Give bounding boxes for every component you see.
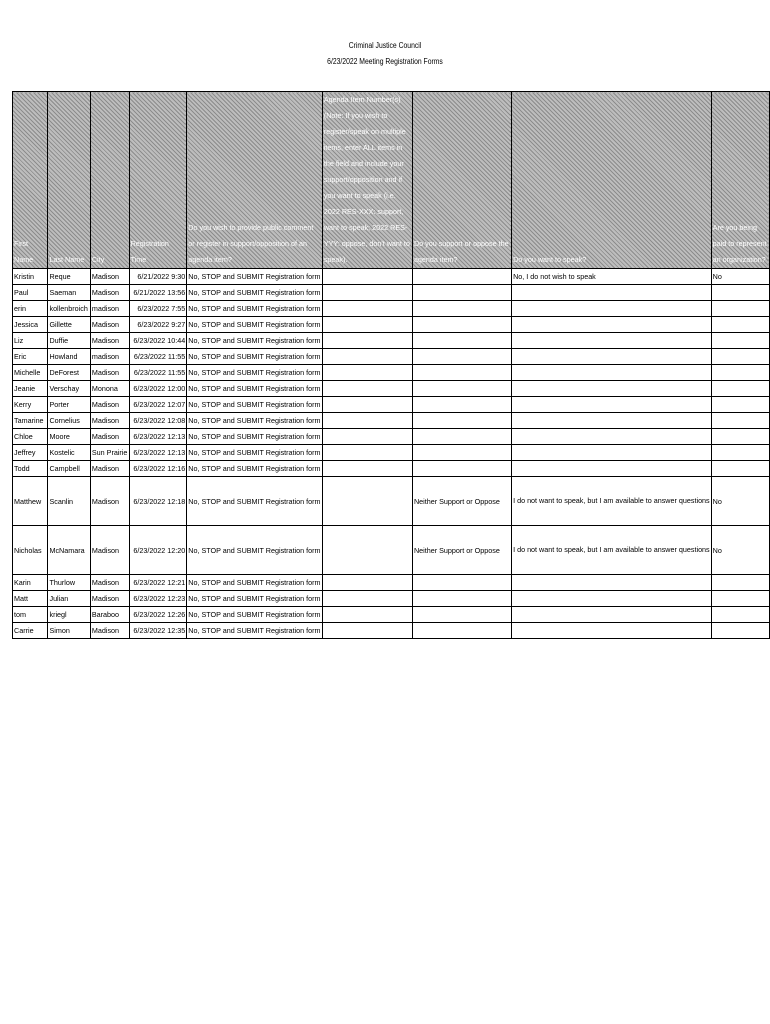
first-name-cell: Jessica — [13, 317, 48, 333]
registration-time-cell: 6/23/2022 12:20 — [129, 526, 187, 575]
paid-cell — [711, 333, 769, 349]
last-name-cell: Verschay — [48, 381, 90, 397]
support-oppose-cell: Neither Support or Oppose — [412, 477, 511, 526]
paid-cell — [711, 445, 769, 461]
support-oppose-cell — [412, 607, 511, 623]
paid-cell — [711, 349, 769, 365]
last-name-cell: Gillette — [48, 317, 90, 333]
first-name-cell: Jeffrey — [13, 445, 48, 461]
support-oppose-cell — [412, 445, 511, 461]
public-comment-cell: No, STOP and SUBMIT Registration form — [187, 575, 323, 591]
agenda-item-cell — [322, 365, 412, 381]
support-oppose-cell — [412, 575, 511, 591]
last-name-cell: Julian — [48, 591, 90, 607]
first-name-cell: Karin — [13, 575, 48, 591]
paid-cell: No — [711, 526, 769, 575]
table-row — [13, 413, 770, 429]
last-name-cell: Thurlow — [48, 575, 90, 591]
support-oppose-cell — [412, 365, 511, 381]
agenda-item-cell — [322, 413, 412, 429]
registration-time-cell: 6/23/2022 12:00 — [129, 381, 187, 397]
want-to-speak-cell — [512, 591, 712, 607]
first-name-cell: erin — [13, 301, 48, 317]
support-oppose-cell — [412, 413, 511, 429]
last-name-cell: Moore — [48, 429, 90, 445]
registration-time-cell: 6/23/2022 12:35 — [129, 623, 187, 639]
support-oppose-cell — [412, 461, 511, 477]
table-row — [13, 591, 770, 607]
city-cell: Madison — [90, 365, 129, 381]
registration-time-cell: 6/23/2022 10:44 — [129, 333, 187, 349]
agenda-item-cell — [322, 301, 412, 317]
table-row — [13, 317, 770, 333]
registration-time-cell: 6/23/2022 12:18 — [129, 477, 187, 526]
city-cell: Madison — [90, 397, 129, 413]
want-to-speak-cell — [512, 445, 712, 461]
want-to-speak-cell — [512, 381, 712, 397]
paid-cell: No — [711, 269, 769, 285]
want-to-speak-cell — [512, 607, 712, 623]
city-cell: madison — [90, 301, 129, 317]
public-comment-cell: No, STOP and SUBMIT Registration form — [187, 333, 323, 349]
table-row — [13, 365, 770, 381]
last-name-cell: Campbell — [48, 461, 90, 477]
last-name-cell: McNamara — [48, 526, 90, 575]
want-to-speak-cell — [512, 461, 712, 477]
column-header-agenda-item: Agenda Item Number(s) (Note: If you wish to register/speak on multiple items, enter ALL items in the field and include your support/opposition and if you want to speak (i.e. 2022 RES-XXX: support, want to speak; 2022 RES-YYY: oppose, don't want to speak). — [322, 92, 412, 269]
table-row — [13, 461, 770, 477]
want-to-speak-cell — [512, 317, 712, 333]
column-header-city: City — [90, 92, 129, 269]
agenda-item-cell — [322, 591, 412, 607]
public-comment-cell: No, STOP and SUBMIT Registration form — [187, 461, 323, 477]
want-to-speak-cell — [512, 397, 712, 413]
agenda-item-cell — [322, 623, 412, 639]
city-cell: Madison — [90, 591, 129, 607]
paid-cell — [711, 365, 769, 381]
city-cell: Madison — [90, 317, 129, 333]
first-name-cell: Matthew — [13, 477, 48, 526]
public-comment-cell: No, STOP and SUBMIT Registration form — [187, 429, 323, 445]
column-header-last-name: Last Name — [48, 92, 90, 269]
first-name-cell: Tamarine — [13, 413, 48, 429]
first-name-cell: Carrie — [13, 623, 48, 639]
public-comment-cell: No, STOP and SUBMIT Registration form — [187, 526, 323, 575]
last-name-cell: Simon — [48, 623, 90, 639]
last-name-cell: kollenbroich — [48, 301, 90, 317]
support-oppose-cell — [412, 333, 511, 349]
paid-cell — [711, 607, 769, 623]
last-name-cell: Cornelius — [48, 413, 90, 429]
first-name-cell: tom — [13, 607, 48, 623]
agenda-item-cell — [322, 333, 412, 349]
public-comment-cell: No, STOP and SUBMIT Registration form — [187, 365, 323, 381]
registration-time-cell: 6/21/2022 13:56 — [129, 285, 187, 301]
column-header-want-to-speak: Do you want to speak? — [512, 92, 712, 269]
registration-time-cell: 6/23/2022 12:26 — [129, 607, 187, 623]
agenda-item-cell — [322, 317, 412, 333]
first-name-cell: Paul — [13, 285, 48, 301]
city-cell: Sun Prairie — [90, 445, 129, 461]
document-title: Criminal Justice Council — [348, 41, 422, 50]
table-header-row — [13, 92, 770, 269]
paid-cell — [711, 429, 769, 445]
first-name-cell: Kerry — [13, 397, 48, 413]
table-row — [13, 285, 770, 301]
support-oppose-cell — [412, 317, 511, 333]
city-cell: Madison — [90, 429, 129, 445]
support-oppose-cell — [412, 623, 511, 639]
table-row — [13, 526, 770, 575]
table-row — [13, 349, 770, 365]
last-name-cell: Saeman — [48, 285, 90, 301]
table-row — [13, 445, 770, 461]
first-name-cell: Matt — [13, 591, 48, 607]
want-to-speak-cell: No, I do not wish to speak — [512, 269, 712, 285]
support-oppose-cell — [412, 301, 511, 317]
city-cell: Baraboo — [90, 607, 129, 623]
paid-cell — [711, 285, 769, 301]
column-header-paid-representative: Are you being paid to represent an organization? — [711, 92, 769, 269]
agenda-item-cell — [322, 397, 412, 413]
last-name-cell: kriegl — [48, 607, 90, 623]
support-oppose-cell — [412, 349, 511, 365]
support-oppose-cell: Neither Support or Oppose — [412, 526, 511, 575]
column-header-public-comment: Do you wish to provide public comment or register in support/opposition of an agenda item? — [187, 92, 323, 269]
city-cell: Madison — [90, 623, 129, 639]
paid-cell: No — [711, 477, 769, 526]
agenda-item-cell — [322, 461, 412, 477]
public-comment-cell: No, STOP and SUBMIT Registration form — [187, 301, 323, 317]
agenda-item-cell — [322, 445, 412, 461]
registration-time-cell: 6/23/2022 7:55 — [129, 301, 187, 317]
table-row — [13, 429, 770, 445]
registration-time-cell: 6/23/2022 12:23 — [129, 591, 187, 607]
registration-time-cell: 6/21/2022 9:30 — [129, 269, 187, 285]
city-cell: Madison — [90, 285, 129, 301]
want-to-speak-cell — [512, 575, 712, 591]
city-cell: madison — [90, 349, 129, 365]
document-subtitle: 6/23/2022 Meeting Registration Forms — [327, 57, 443, 66]
column-header-support-oppose: Do you support or oppose the agenda item? — [412, 92, 511, 269]
public-comment-cell: No, STOP and SUBMIT Registration form — [187, 317, 323, 333]
paid-cell — [711, 301, 769, 317]
city-cell: Monona — [90, 381, 129, 397]
public-comment-cell: No, STOP and SUBMIT Registration form — [187, 413, 323, 429]
first-name-cell: Kristin — [13, 269, 48, 285]
agenda-item-cell — [322, 269, 412, 285]
paid-cell — [711, 317, 769, 333]
registration-time-cell: 6/23/2022 12:13 — [129, 445, 187, 461]
support-oppose-cell — [412, 397, 511, 413]
registration-table — [12, 91, 770, 639]
public-comment-cell: No, STOP and SUBMIT Registration form — [187, 285, 323, 301]
paid-cell — [711, 413, 769, 429]
agenda-item-cell — [322, 477, 412, 526]
document-header — [58, 38, 713, 70]
registration-time-cell: 6/23/2022 9:27 — [129, 317, 187, 333]
registration-time-cell: 6/23/2022 12:16 — [129, 461, 187, 477]
agenda-item-cell — [322, 429, 412, 445]
want-to-speak-cell — [512, 285, 712, 301]
first-name-cell: Michelle — [13, 365, 48, 381]
city-cell: Madison — [90, 526, 129, 575]
city-cell: Madison — [90, 413, 129, 429]
paid-cell — [711, 397, 769, 413]
last-name-cell: Howland — [48, 349, 90, 365]
table-row — [13, 623, 770, 639]
first-name-cell: Nicholas — [13, 526, 48, 575]
table-row — [13, 575, 770, 591]
registration-time-cell: 6/23/2022 12:21 — [129, 575, 187, 591]
last-name-cell: Duffie — [48, 333, 90, 349]
table-row — [13, 607, 770, 623]
registration-time-cell: 6/23/2022 11:55 — [129, 349, 187, 365]
table-row — [13, 269, 770, 285]
city-cell: Madison — [90, 461, 129, 477]
last-name-cell: Kostelic — [48, 445, 90, 461]
paid-cell — [711, 575, 769, 591]
public-comment-cell: No, STOP and SUBMIT Registration form — [187, 397, 323, 413]
last-name-cell: Scanlin — [48, 477, 90, 526]
city-cell: Madison — [90, 269, 129, 285]
public-comment-cell: No, STOP and SUBMIT Registration form — [187, 381, 323, 397]
paid-cell — [711, 381, 769, 397]
first-name-cell: Liz — [13, 333, 48, 349]
city-cell: Madison — [90, 333, 129, 349]
table-body — [13, 269, 770, 639]
public-comment-cell: No, STOP and SUBMIT Registration form — [187, 623, 323, 639]
registration-time-cell: 6/23/2022 11:55 — [129, 365, 187, 381]
want-to-speak-cell: I do not want to speak, but I am available to answer questions — [512, 477, 712, 526]
column-header-first-name: First Name — [13, 92, 48, 269]
support-oppose-cell — [412, 429, 511, 445]
public-comment-cell: No, STOP and SUBMIT Registration form — [187, 477, 323, 526]
city-cell: Madison — [90, 575, 129, 591]
column-header-registration-time: Registration Time — [129, 92, 187, 269]
public-comment-cell: No, STOP and SUBMIT Registration form — [187, 349, 323, 365]
agenda-item-cell — [322, 285, 412, 301]
support-oppose-cell — [412, 269, 511, 285]
want-to-speak-cell — [512, 301, 712, 317]
want-to-speak-cell — [512, 413, 712, 429]
last-name-cell: Reque — [48, 269, 90, 285]
last-name-cell: Porter — [48, 397, 90, 413]
public-comment-cell: No, STOP and SUBMIT Registration form — [187, 591, 323, 607]
agenda-item-cell — [322, 607, 412, 623]
table-row — [13, 397, 770, 413]
want-to-speak-cell — [512, 429, 712, 445]
paid-cell — [711, 461, 769, 477]
registration-time-cell: 6/23/2022 12:13 — [129, 429, 187, 445]
public-comment-cell: No, STOP and SUBMIT Registration form — [187, 269, 323, 285]
want-to-speak-cell: I do not want to speak, but I am available to answer questions — [512, 526, 712, 575]
last-name-cell: DeForest — [48, 365, 90, 381]
public-comment-cell: No, STOP and SUBMIT Registration form — [187, 445, 323, 461]
first-name-cell: Todd — [13, 461, 48, 477]
agenda-item-cell — [322, 526, 412, 575]
public-comment-cell: No, STOP and SUBMIT Registration form — [187, 607, 323, 623]
agenda-item-cell — [322, 381, 412, 397]
want-to-speak-cell — [512, 349, 712, 365]
first-name-cell: Chloe — [13, 429, 48, 445]
want-to-speak-cell — [512, 623, 712, 639]
table-row — [13, 333, 770, 349]
registration-time-cell: 6/23/2022 12:08 — [129, 413, 187, 429]
table-row — [13, 477, 770, 526]
city-cell: Madison — [90, 477, 129, 526]
table-row — [13, 301, 770, 317]
first-name-cell: Jeanie — [13, 381, 48, 397]
registration-time-cell: 6/23/2022 12:07 — [129, 397, 187, 413]
first-name-cell: Eric — [13, 349, 48, 365]
want-to-speak-cell — [512, 365, 712, 381]
table-row — [13, 381, 770, 397]
paid-cell — [711, 623, 769, 639]
paid-cell — [711, 591, 769, 607]
agenda-item-cell — [322, 575, 412, 591]
want-to-speak-cell — [512, 333, 712, 349]
support-oppose-cell — [412, 381, 511, 397]
support-oppose-cell — [412, 591, 511, 607]
support-oppose-cell — [412, 285, 511, 301]
agenda-item-cell — [322, 349, 412, 365]
